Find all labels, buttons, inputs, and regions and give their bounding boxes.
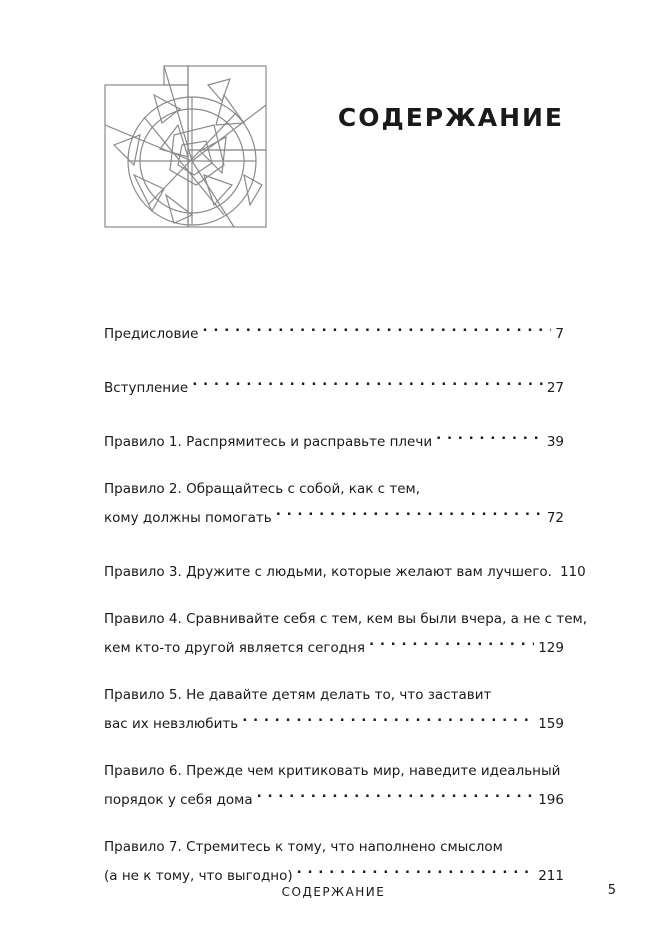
toc-entry-page-number: 7 [555, 326, 564, 342]
toc-entry-page-number: 27 [546, 380, 564, 396]
dot-leader [202, 316, 551, 338]
dot-leader [257, 782, 535, 804]
toc-entry-title-line: Правило 2. Обращайтесь с собой, как с тем, [104, 481, 421, 497]
toc-entry-title-line: порядок у себя дома [104, 792, 253, 808]
toc-entry-page-number: 72 [546, 510, 564, 526]
toc-entry-last-line [104, 424, 564, 453]
toc-entry[interactable] [104, 370, 564, 399]
toc-entry-last-line [104, 500, 564, 529]
toc-entry[interactable] [104, 684, 564, 735]
toc-entry[interactable] [104, 316, 564, 345]
dot-leader [192, 370, 543, 392]
toc-entry-title-line: Правило 6. Прежде чем критиковать мир, наведите идеальный [104, 763, 561, 779]
toc-entry-title-line: Правило 5. Не давайте детям делать то, что заставит [104, 687, 492, 703]
table-of-contents [104, 316, 588, 912]
toc-entry-title-line: Правило 3. Дружите с людьми, которые желают вам лучшего. [104, 564, 552, 580]
toc-entry-last-line [104, 370, 564, 399]
toc-entry-page-number: 159 [538, 716, 564, 732]
toc-entry-title-line: вас их невзлюбить [104, 716, 239, 732]
toc-entry-title-line: Предисловие [104, 326, 199, 342]
toc-entry-page-number: 196 [538, 792, 564, 808]
dot-leader [436, 424, 543, 446]
toc-entry-title-line: Правило 4. Сравнивайте себя с тем, кем вы были вчера, а не с тем, [104, 611, 588, 627]
toc-entry[interactable] [104, 478, 564, 529]
dot-leader [369, 630, 534, 652]
toc-entry-page-number: 39 [546, 434, 564, 450]
toc-entry[interactable] [104, 760, 564, 811]
toc-entry-last-line [104, 706, 564, 735]
toc-entry-title-line: Правило 1. Распрямитесь и расправьте плечи [104, 434, 433, 450]
toc-entry-title-line: кем кто-то другой является сегодня [104, 640, 366, 656]
geometric-emblem [104, 65, 268, 228]
dot-leader [242, 706, 534, 728]
toc-entry-title-line: (а не к тому, что выгодно) [104, 868, 293, 884]
toc-entry-last-line [104, 782, 564, 811]
toc-entry-last-line [104, 630, 564, 659]
toc-entry-page-number: 110 [559, 564, 586, 580]
toc-entry-title-line: кому должны помогать [104, 510, 272, 526]
toc-entry-last-line [104, 554, 586, 583]
toc-entry-page-number: 129 [538, 640, 564, 656]
toc-entry-last-line [104, 858, 564, 887]
toc-entry-page-number: 211 [538, 868, 564, 884]
toc-entry-last-line [104, 316, 564, 345]
page-title: СОДЕРЖАНИЕ [337, 103, 564, 132]
toc-entry[interactable] [104, 836, 564, 887]
running-footer-label: СОДЕРЖАНИЕ [281, 885, 386, 899]
page-number: 5 [607, 883, 616, 898]
toc-entry-title-line: Вступление [104, 380, 189, 396]
toc-entry[interactable] [104, 424, 564, 453]
dot-leader [276, 500, 543, 522]
dot-leader [297, 858, 535, 880]
toc-entry[interactable] [104, 554, 586, 583]
toc-entry[interactable] [104, 608, 588, 659]
toc-entry-title-line: Правило 7. Стремитесь к тому, что наполнено смыслом [104, 839, 503, 855]
